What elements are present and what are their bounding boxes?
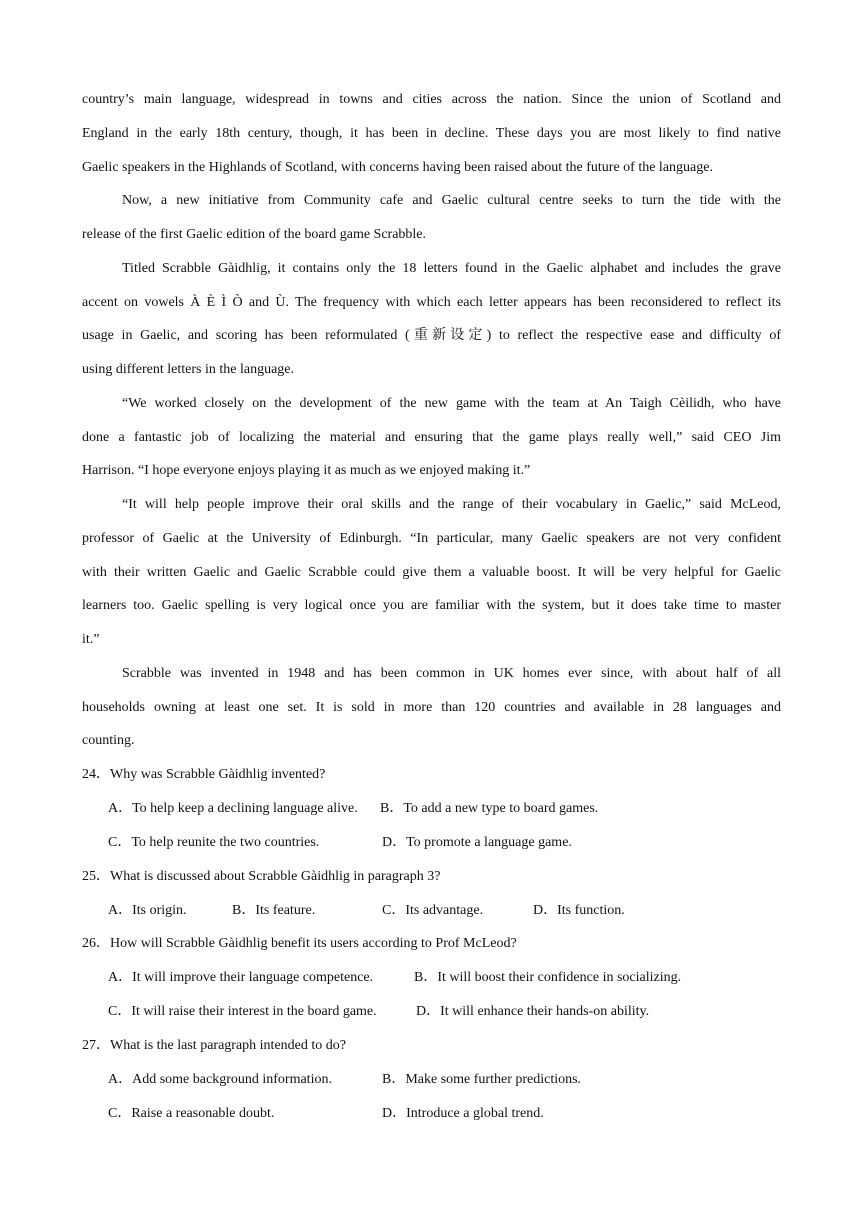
option-c: C．To help reunite the two countries.	[108, 835, 320, 850]
option-b: B．Its feature.	[232, 903, 316, 918]
option-c: C．Raise a reasonable doubt.	[108, 1106, 275, 1121]
passage-line: usage in Gaelic, and scoring has been reformulated (重新设定) to reflect the respective ease and difficulty of	[82, 328, 781, 343]
passage-line: with their written Gaelic and Gaelic Scrabble could give them a valuable boost. It will be very helpful for Gaelic	[82, 565, 781, 580]
passage-line: “We worked closely on the development of the new game with the team at An Taigh Cèilidh, who have	[122, 396, 781, 411]
option-c: C．It will raise their interest in the board game.	[108, 1004, 377, 1019]
option-a: A．To help keep a declining language alive.	[108, 801, 358, 816]
option-b: B．To add a new type to board games.	[380, 801, 599, 816]
option-d: D．Introduce a global trend.	[382, 1106, 544, 1121]
passage-line: Titled Scrabble Gàidhlig, it contains only the 18 letters found in the Gaelic alphabet and includes the grave	[122, 261, 781, 276]
passage-line: learners too. Gaelic spelling is very logical once you are familiar with the system, but it does take time to master	[82, 598, 781, 613]
option-a: A．Its origin.	[108, 903, 187, 918]
passage-line: England in the early 18th century, though, it has been in decline. These days you are most likely to find native	[82, 126, 781, 141]
passage-line: “It will help people improve their oral skills and the range of their vocabulary in Gaelic,” said McLeod,	[122, 497, 781, 512]
question-stem: 27．What is the last paragraph intended to do?	[82, 1038, 346, 1053]
question-stem: 26．How will Scrabble Gàidhlig benefit its users according to Prof McLeod?	[82, 936, 517, 951]
option-d: D．It will enhance their hands-on ability.	[416, 1004, 650, 1019]
passage-line: households owning at least one set. It is sold in more than 120 countries and available in 28 languages and	[82, 700, 781, 715]
option-b: B．Make some further predictions.	[382, 1072, 582, 1087]
option-a: A．Add some background information.	[108, 1072, 332, 1087]
passage-line: Scrabble was invented in 1948 and has been common in UK homes ever since, with about half of all	[122, 666, 781, 681]
passage-line: Harrison. “I hope everyone enjoys playing it as much as we enjoyed making it.”	[82, 463, 531, 478]
passage-line: accent on vowels À È Ì Ò and Ù. The frequency with which each letter appears has been reconsidered to reflect its	[82, 295, 781, 310]
option-d: D．Its function.	[533, 903, 625, 918]
passage-line: it.”	[82, 632, 100, 647]
passage-line: counting.	[82, 733, 135, 748]
question-stem: 25．What is discussed about Scrabble Gàidhlig in paragraph 3?	[82, 869, 441, 884]
passage-line: professor of Gaelic at the University of Edinburgh. “In particular, many Gaelic speakers are not very confident	[82, 531, 781, 546]
passage-line: done a fantastic job of localizing the material and ensuring that the game plays really well,” said CEO Jim	[82, 430, 781, 445]
passage-line: release of the first Gaelic edition of the board game Scrabble.	[82, 227, 427, 242]
question-stem: 24．Why was Scrabble Gàidhlig invented?	[82, 767, 326, 782]
option-b: B．It will boost their confidence in socializing.	[414, 970, 682, 985]
option-c: C．Its advantage.	[382, 903, 484, 918]
passage-line: Gaelic speakers in the Highlands of Scotland, with concerns having been raised about the future of the language.	[82, 160, 713, 175]
option-d: D．To promote a language game.	[382, 835, 572, 850]
option-a: A．It will improve their language competence.	[108, 970, 374, 985]
passage-line: using different letters in the language.	[82, 362, 295, 377]
passage-line: country’s main language, widespread in towns and cities across the nation. Since the union of Scotland and	[82, 92, 781, 107]
passage-line: Now, a new initiative from Community cafe and Gaelic cultural centre seeks to turn the tide with the	[122, 193, 781, 208]
